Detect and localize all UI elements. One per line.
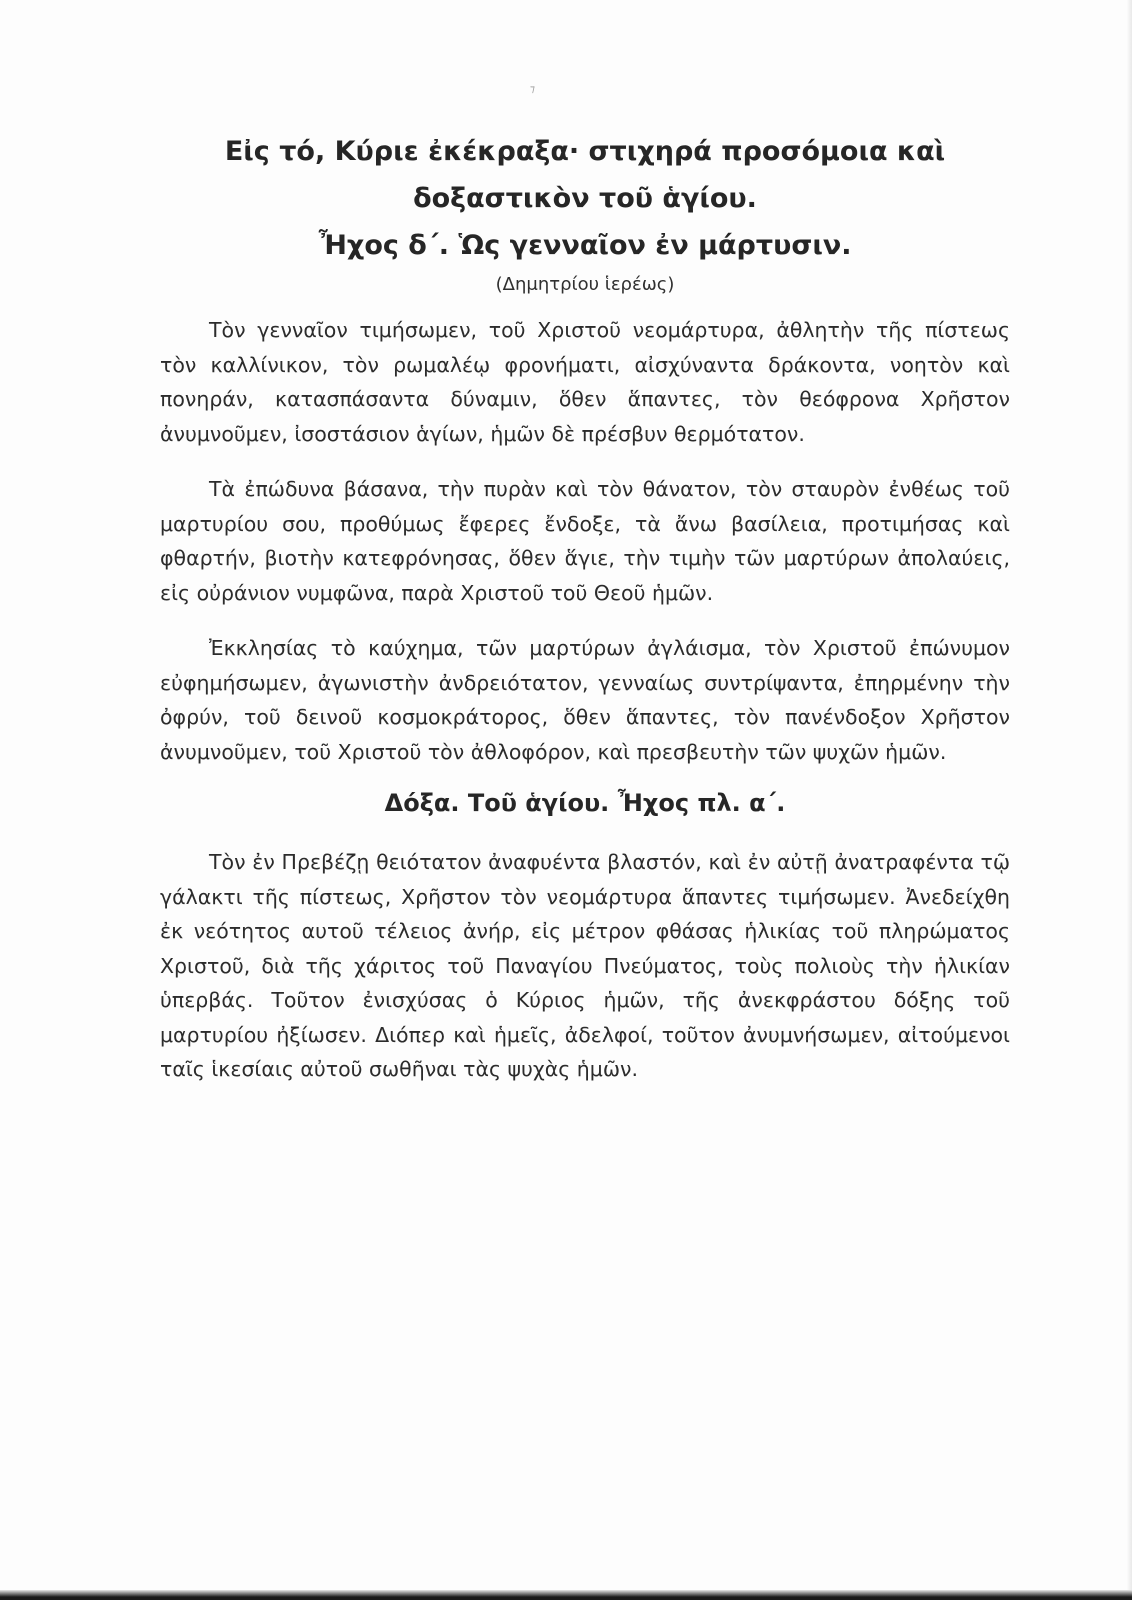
hymn-paragraph-1: Τὸν γενναῖον τιμήσωμεν, τοῦ Χριστοῦ νεομάρτυρα, ἀθλητὴν τῆς πίστεως τὸν καλλίνικον, τὸν ρωμαλέῳ φρονήματι, αἰσχύναντα δράκοντα, νοητὸν καὶ πονηράν, κατασπάσαντα δύναμιν, ὅθεν ἅπαντες, τὸν θεόφρονα Χρῆστον ἀνυμνοῦμεν, ἰσοστάσιον ἁγίων, ἡμῶν δὲ πρέσβυν θερμότατον. bbox=[160, 318, 1010, 446]
heading-line-1: Εἰς τό, Κύριε ἐκέκραξα· στιχηρά προσόμοια καὶ bbox=[224, 136, 946, 167]
hymn-paragraph-2: Τὰ ἐπώδυνα βάσανα, τὴν πυρὰν καὶ τὸν θάνατον, τὸν σταυρὸν ἐνθέως τοῦ μαρτυρίου σου, προθύμως ἔφερες ἔνδοξε, τὰ ἄνω βασίλεια, προτιμήσας καὶ φθαρτήν, βιοτὴν κατεφρόνησας, ὅθεν ἅγιε, τὴν τιμὴν τῶν μαρτύρων ἀπολαύεις, εἰς οὐράνιον νυμφῶνα, παρὰ Χριστοῦ τοῦ Θεοῦ ἡμῶν. bbox=[160, 477, 1010, 605]
scan-right-edge bbox=[1126, 0, 1132, 1600]
heading-line-2: δοξαστικὸν τοῦ ἁγίου. bbox=[413, 183, 757, 214]
author-attribution: (Δημητρίου ἱερέως) bbox=[495, 274, 675, 295]
heading-line-3: Ἦχος δ΄. Ὡς γενναῖον ἐν μάρτυσιν. bbox=[318, 230, 852, 261]
doxastikon-paragraph: Τὸν ἐν Πρεβέζῃ θειότατον ἀναφυέντα βλαστόν, καὶ ἐν αὐτῇ ἀνατραφέντα τῷ γάλακτι τῆς πίστεως, Χρῆστον τὸν νεομάρτυρα ἅπαντες τιμήσωμεν. Ἀνεδείχθη ἐκ νεότητος αυτοῦ τέλειος ἀνήρ, εἰς μέτρον φθάσας ἡλικίας τοῦ πληρώματος Χριστοῦ, διὰ τῆς χάριτος τοῦ Παναγίου Πνεύματος, τοὺς πολιοὺς τὴν ἡλικίαν ὑπερβάς. Τοῦτον ἐνισχύσας ὁ Κύριος ἡμῶν, τῆς ἀνεκφράστου δόξης τοῦ μαρτυρίου ἠξίωσεν. Διόπερ καὶ ἡμεῖς, ἀδελφοί, τοῦτον ἀνυμνήσωμεν, αἰτούμενοι ταῖς ἱκεσίαις αὐτοῦ σωθῆναι τὰς ψυχὰς ἡμῶν. bbox=[160, 850, 1010, 1081]
scan-speck-mark: ⁊ bbox=[530, 84, 535, 95]
scan-bottom-edge bbox=[0, 1590, 1132, 1600]
page-content bbox=[160, 128, 1010, 1087]
doxastikon-heading: Δόξα. Τοῦ ἁγίου. Ἦχος πλ. α΄. bbox=[384, 789, 786, 817]
hymn-paragraph-3: Ἐκκλησίας τὸ καύχημα, τῶν μαρτύρων ἀγλάισμα, τὸν Χριστοῦ ἐπώνυμον εὐφημήσωμεν, ἀγωνιστὴν ἀνδρειότατον, γενναίως συντρίψαντα, ἐπηρμένην τὴν ὀφρύν, τοῦ δεινοῦ κοσμοκράτορος, ὅθεν ἅπαντες, τὸν πανένδοξον Χρῆστον ἀνυμνοῦμεν, τοῦ Χριστοῦ τὸν ἀθλοφόρον, καὶ πρεσβευτὴν τῶν ψυχῶν ἡμῶν. bbox=[160, 636, 1010, 764]
page-heading bbox=[160, 128, 1010, 269]
